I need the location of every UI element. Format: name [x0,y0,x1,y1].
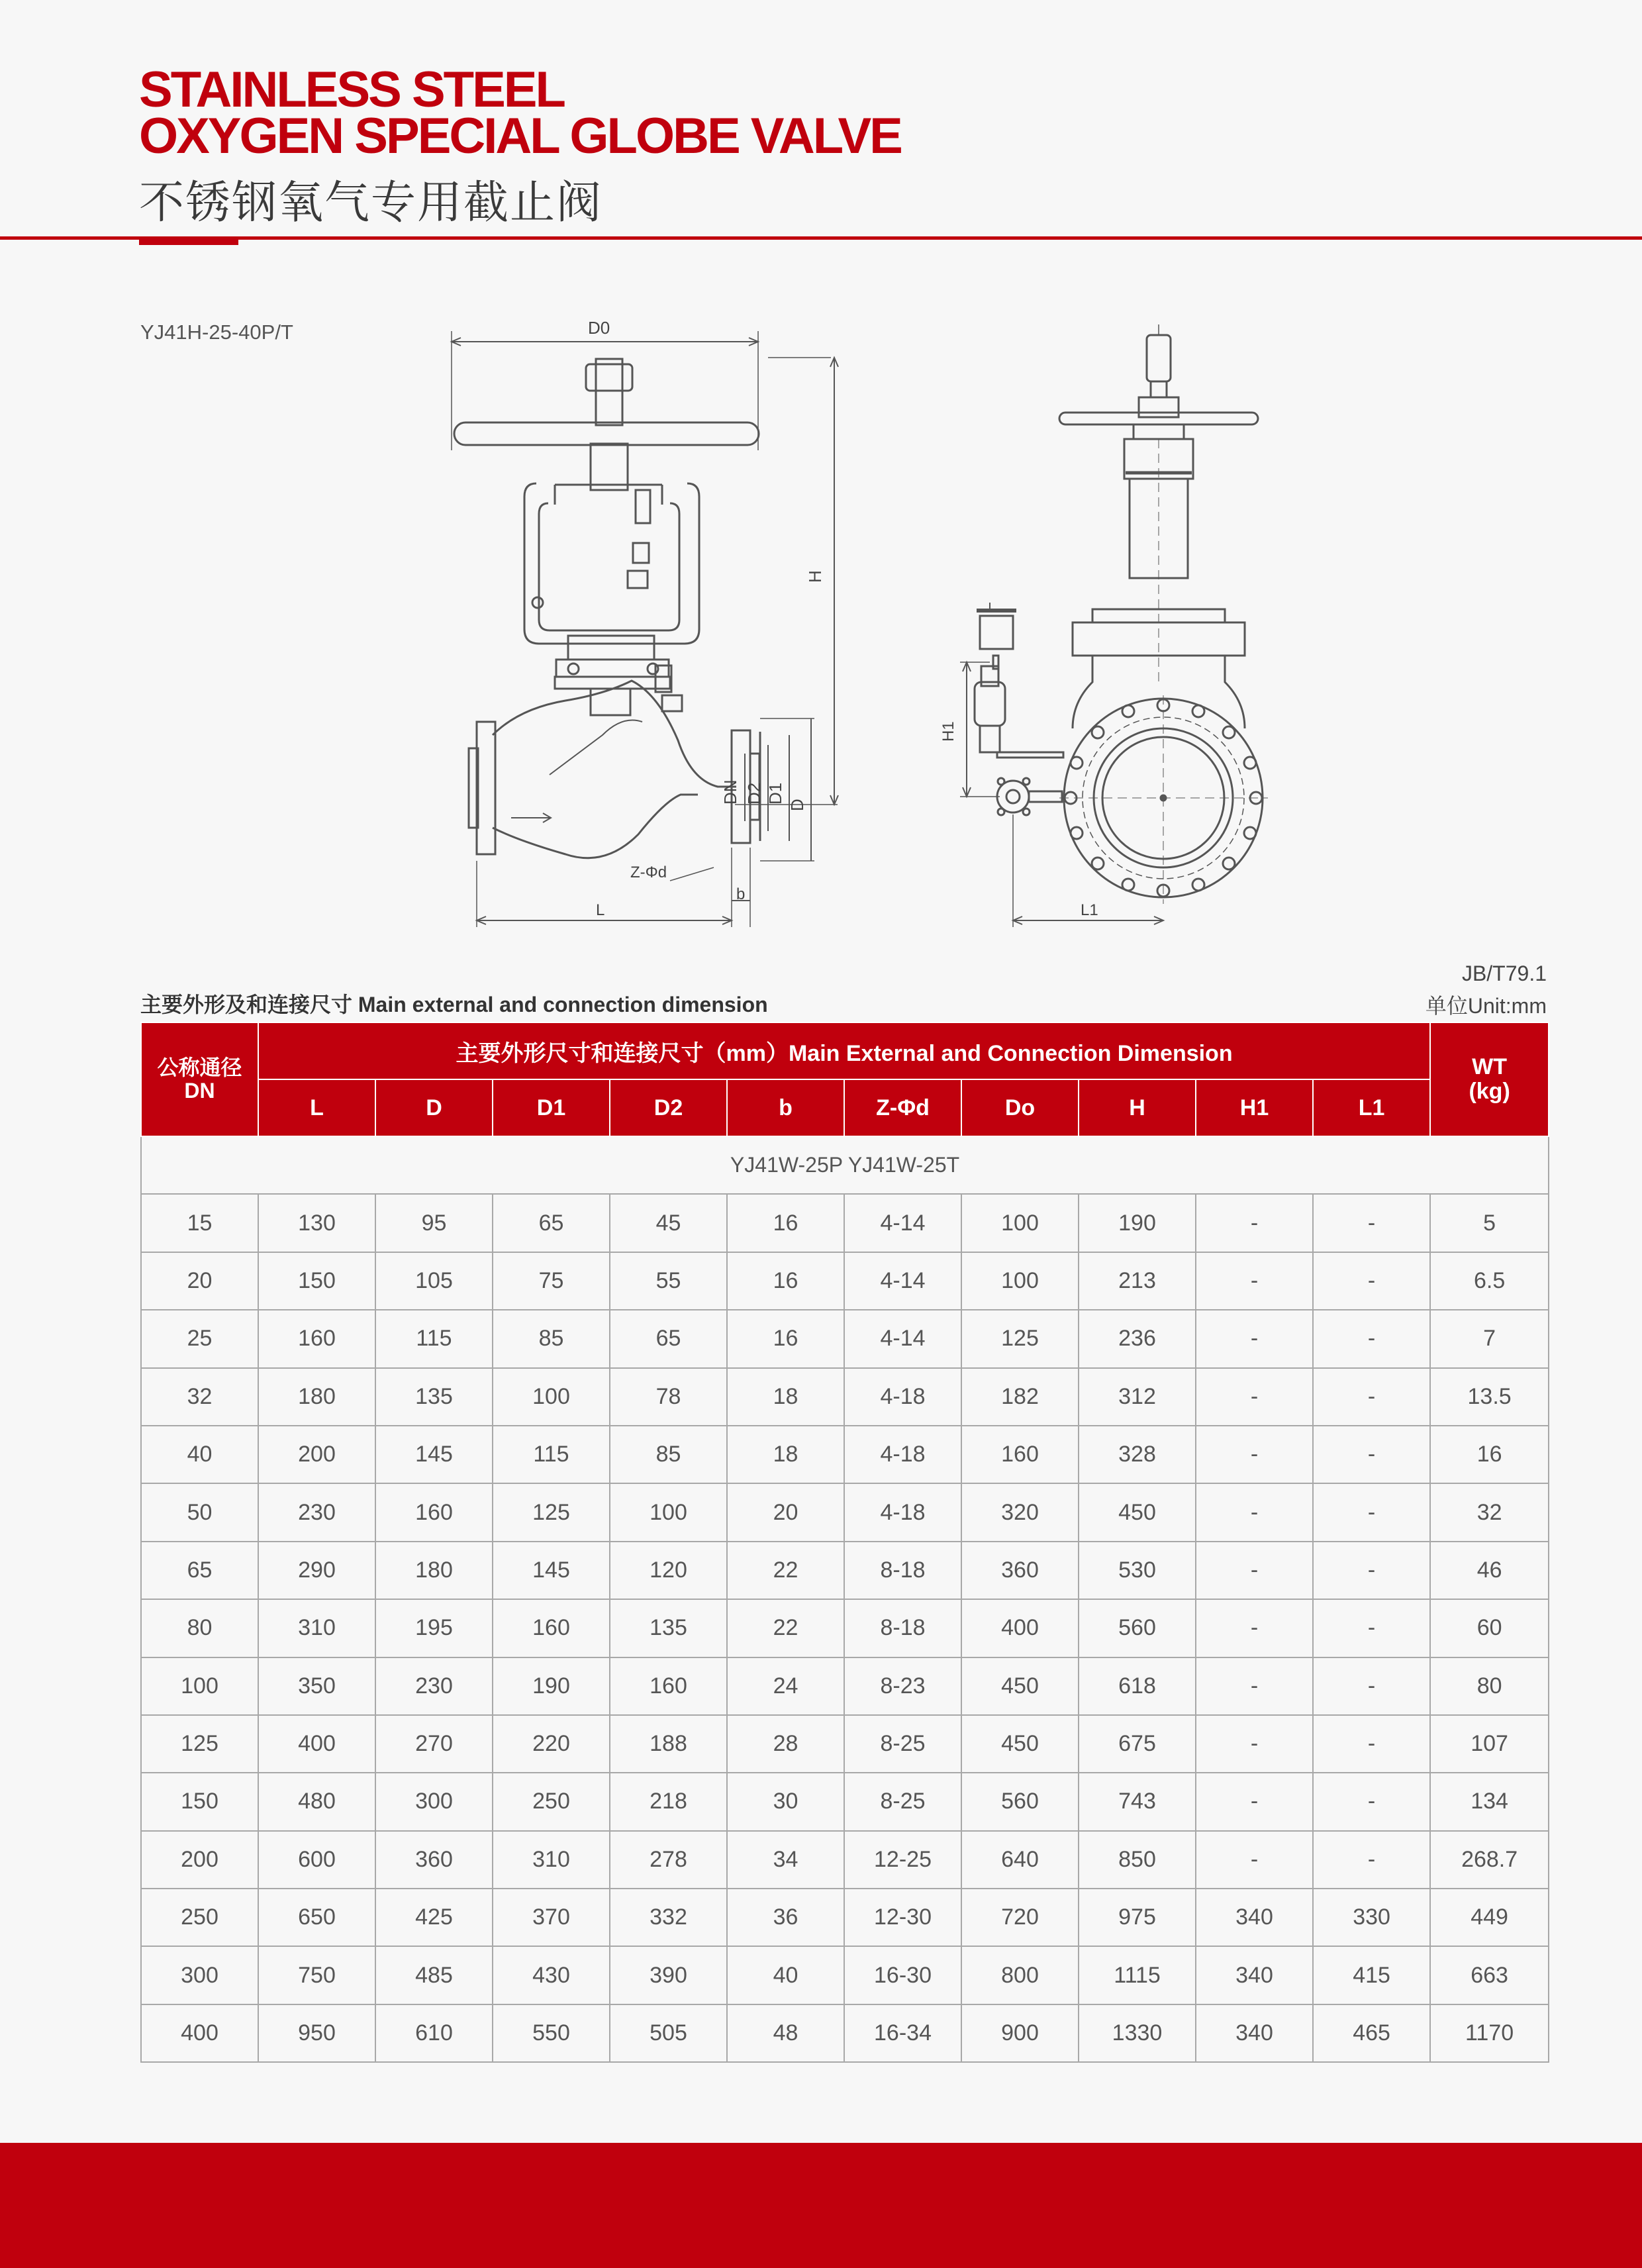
table-cell: 213 [1079,1252,1196,1310]
table-cell: 560 [961,1773,1079,1830]
table-cell: 8-18 [844,1542,961,1599]
table-cell: 278 [610,1831,727,1889]
table-cell: 100 [610,1483,727,1541]
table-cell: 230 [375,1657,493,1715]
table-cell: - [1196,1542,1313,1599]
table-cell: - [1313,1831,1430,1889]
table-cell: - [1196,1426,1313,1483]
table-cell: - [1313,1368,1430,1426]
table-cell: - [1313,1715,1430,1773]
table-cell: 4-18 [844,1368,961,1426]
label-d: D [787,799,807,811]
table-cell: 330 [1313,1889,1430,1946]
table-cell: 46 [1430,1542,1549,1599]
table-cell: 22 [727,1542,844,1599]
table-cell: 340 [1196,1889,1313,1946]
table-row [141,1715,1549,1773]
table-cell: 200 [258,1426,375,1483]
header-col-h: H [1079,1079,1196,1136]
table-cell: 300 [375,1773,493,1830]
table-cell: 16-34 [844,2004,961,2062]
table-cell: 400 [258,1715,375,1773]
table-cell: 8-18 [844,1599,961,1657]
table-cell: 135 [610,1599,727,1657]
header-col-do: Do [961,1079,1079,1136]
unit-label: 单位Unit:mm [1425,994,1547,1018]
table-cell: 340 [1196,2004,1313,2062]
table-cell: 36 [727,1889,844,1946]
table-cell: 450 [1079,1483,1196,1541]
table-cell: 8-23 [844,1657,961,1715]
title-line-2: OXYGEN SPECIAL GLOBE VALVE [139,108,901,164]
dimension-table [140,1022,1549,2063]
table-row [141,1368,1549,1426]
table-cell: 195 [375,1599,493,1657]
table-cell: 12-25 [844,1831,961,1889]
table-row [141,1542,1549,1599]
table-cell: 450 [961,1715,1079,1773]
table-cell: 30 [727,1773,844,1830]
table-cell: 850 [1079,1831,1196,1889]
table-cell: 415 [1313,1946,1430,2004]
table-cell: 450 [961,1657,1079,1715]
table-caption: 主要外形及和连接尺寸 Main external and connection dimension [140,993,768,1016]
table-cell: 190 [493,1657,610,1715]
table-cell: 1330 [1079,2004,1196,2062]
table-cell: 125 [961,1310,1079,1367]
front-view [452,318,838,927]
table-cell: 220 [493,1715,610,1773]
table-cell: 100 [141,1657,258,1715]
table-cell: 332 [610,1889,727,1946]
table-cell: - [1196,1657,1313,1715]
table-row [141,1483,1549,1541]
header-dn-label: 公称通径 DN [157,1055,242,1103]
table-row [141,1426,1549,1483]
table-cell: 270 [375,1715,493,1773]
table-cell: 20 [141,1252,258,1310]
table-cell: 400 [961,1599,1079,1657]
table-cell: 40 [727,1946,844,2004]
table-cell: 100 [961,1194,1079,1252]
table-cell: 182 [961,1368,1079,1426]
header-col-d2: D2 [610,1079,727,1136]
table-cell: 12-30 [844,1889,961,1946]
table-cell: 720 [961,1889,1079,1946]
model-number: YJ41H-25-40P/T [140,320,293,344]
table-cell: 425 [375,1889,493,1946]
header-col-d: D [375,1079,493,1136]
table-cell: 675 [1079,1715,1196,1773]
table-row [141,1773,1549,1830]
table-cell: 145 [375,1426,493,1483]
table-cell: - [1313,1657,1430,1715]
table-cell: 160 [375,1483,493,1541]
table-cell: 310 [493,1831,610,1889]
table-cell: 135 [375,1368,493,1426]
table-cell: 34 [727,1831,844,1889]
table-cell: 32 [141,1368,258,1426]
table-cell: 160 [493,1599,610,1657]
header-col-l: L [258,1079,375,1136]
table-cell: 32 [1430,1483,1549,1541]
table-cell: 800 [961,1946,1079,2004]
table-cell: - [1196,1715,1313,1773]
table-cell: 180 [375,1542,493,1599]
table-cell: 200 [141,1831,258,1889]
table-cell: 24 [727,1657,844,1715]
table-cell: 640 [961,1831,1079,1889]
table-cell: 125 [141,1715,258,1773]
table-cell: 75 [493,1252,610,1310]
label-do: D0 [588,318,610,338]
table-cell: - [1196,1194,1313,1252]
table-cell: 160 [258,1310,375,1367]
table-cell: 4-18 [844,1426,961,1483]
table-cell: 340 [1196,1946,1313,2004]
table-cell: 160 [610,1657,727,1715]
table-cell: 145 [493,1542,610,1599]
table-cell: 18 [727,1426,844,1483]
header-dn [141,1022,258,1136]
table-cell: 25 [141,1310,258,1367]
table-cell: 465 [1313,2004,1430,2062]
table-cell: 370 [493,1889,610,1946]
table-cell: 40 [141,1426,258,1483]
table-cell: 430 [493,1946,610,2004]
label-h: H [805,570,825,583]
table-cell: 115 [375,1310,493,1367]
table-cell: 125 [493,1483,610,1541]
table-row [141,1946,1549,2004]
table-cell: 18 [727,1368,844,1426]
side-view [940,324,1268,927]
table-cell: 480 [258,1773,375,1830]
table-cell: 160 [961,1426,1079,1483]
table-cell: 48 [727,2004,844,2062]
table-cell: 85 [493,1310,610,1367]
title-line-1: STAINLESS STEEL [139,62,564,118]
table-cell: 130 [258,1194,375,1252]
table-cell: 600 [258,1831,375,1889]
table-cell: - [1313,1483,1430,1541]
table-subheader: YJ41W-25P YJ41W-25T [141,1136,1549,1194]
label-l1: L1 [1081,901,1098,919]
table-cell: 4-14 [844,1252,961,1310]
header-col-d1: D1 [493,1079,610,1136]
table-cell: 95 [375,1194,493,1252]
table-subheader-row [141,1136,1549,1194]
table-cell: - [1313,1426,1430,1483]
table-cell: - [1196,1368,1313,1426]
table-cell: 5 [1430,1194,1549,1252]
table-cell: - [1196,1483,1313,1541]
table-cell: 105 [375,1252,493,1310]
label-l: L [596,901,605,919]
valve-drawing [437,311,1284,934]
table-cell: 190 [1079,1194,1196,1252]
table-cell: 16-30 [844,1946,961,2004]
table-cell: 360 [375,1831,493,1889]
label-dn: DN [720,779,740,805]
table-cell: 320 [961,1483,1079,1541]
table-cell: 950 [258,2004,375,2062]
header-rule [0,236,1642,240]
table-cell: 560 [1079,1599,1196,1657]
table-cell: 16 [727,1252,844,1310]
table-cell: 250 [141,1889,258,1946]
table-cell: 310 [258,1599,375,1657]
table-cell: - [1313,1542,1430,1599]
table-cell: - [1196,1599,1313,1657]
table-cell: 180 [258,1368,375,1426]
table-cell: 268.7 [1430,1831,1549,1889]
table-row [141,2004,1549,2062]
table-row [141,1599,1549,1657]
table-cell: 4-14 [844,1194,961,1252]
header-wt [1430,1022,1549,1136]
table-cell: 120 [610,1542,727,1599]
table-cell: - [1313,1194,1430,1252]
footer-band [0,2143,1642,2268]
table-cell: - [1196,1773,1313,1830]
table-cell: 650 [258,1889,375,1946]
table-cell: 400 [141,2004,258,2062]
table-cell: 85 [610,1426,727,1483]
table-row [141,1657,1549,1715]
header-wt-label: WT (kg) [1469,1054,1510,1104]
table-cell: 550 [493,2004,610,2062]
table-cell: - [1196,1310,1313,1367]
table-cell: 250 [493,1773,610,1830]
header-col-l1: L1 [1313,1079,1430,1136]
table-cell: 80 [141,1599,258,1657]
table-cell: - [1196,1252,1313,1310]
table-cell: 290 [258,1542,375,1599]
table-cell: 230 [258,1483,375,1541]
table-cell: 390 [610,1946,727,2004]
table-cell: 22 [727,1599,844,1657]
table-cell: 900 [961,2004,1079,2062]
table-row [141,1310,1549,1367]
header-col-z-phi-d: Z-Φd [844,1079,961,1136]
label-d1: D1 [765,782,785,805]
label-b: b [736,885,746,903]
table-cell: 530 [1079,1542,1196,1599]
table-cell: - [1313,1773,1430,1830]
table-cell: 743 [1079,1773,1196,1830]
header-col-b: b [727,1079,844,1136]
table-cell: - [1313,1252,1430,1310]
table-cell: 78 [610,1368,727,1426]
table-cell: 8-25 [844,1715,961,1773]
table-cell: 50 [141,1483,258,1541]
label-h1: H1 [940,721,957,742]
table-cell: 505 [610,2004,727,2062]
table-cell: 663 [1430,1946,1549,2004]
table-cell: 328 [1079,1426,1196,1483]
table-cell: 16 [727,1194,844,1252]
table-cell: 150 [258,1252,375,1310]
table-row [141,1252,1549,1310]
header-col-h1: H1 [1196,1079,1313,1136]
header-group: 主要外形尺寸和连接尺寸（mm）Main External and Connection Dimension [258,1022,1430,1079]
table-cell: 134 [1430,1773,1549,1830]
table-row [141,1889,1549,1946]
table-cell: - [1196,1831,1313,1889]
table-cell: 28 [727,1715,844,1773]
table-cell: 45 [610,1194,727,1252]
label-z-phi-d: Z-Φd [630,863,667,881]
table-cell: 312 [1079,1368,1196,1426]
table-cell: 610 [375,2004,493,2062]
title-chinese: 不锈钢氧气专用截止阀 [139,177,603,229]
table-cell: 150 [141,1773,258,1830]
table-cell: 100 [961,1252,1079,1310]
table-cell: 360 [961,1542,1079,1599]
header-accent-bar [139,240,238,245]
table-cell: - [1313,1599,1430,1657]
table-cell: 55 [610,1252,727,1310]
table-cell: 6.5 [1430,1252,1549,1310]
table-cell: 80 [1430,1657,1549,1715]
table-cell: 65 [493,1194,610,1252]
table-cell: 975 [1079,1889,1196,1946]
table-cell: 485 [375,1946,493,2004]
table-cell: 4-18 [844,1483,961,1541]
table-body [141,1136,1549,2062]
table-cell: 65 [610,1310,727,1367]
table-cell: 65 [141,1542,258,1599]
table-cell: 449 [1430,1889,1549,1946]
table-cell: 750 [258,1946,375,2004]
table-row [141,1831,1549,1889]
table-cell: 7 [1430,1310,1549,1367]
table-cell: 107 [1430,1715,1549,1773]
table-row [141,1194,1549,1252]
table-cell: - [1313,1310,1430,1367]
table-cell: 60 [1430,1599,1549,1657]
table-cell: 188 [610,1715,727,1773]
table-cell: 300 [141,1946,258,2004]
table-cell: 16 [727,1310,844,1367]
table-cell: 20 [727,1483,844,1541]
label-d2: D2 [744,782,764,805]
table-cell: 100 [493,1368,610,1426]
table-cell: 618 [1079,1657,1196,1715]
table-cell: 236 [1079,1310,1196,1367]
standard-code: JB/T79.1 [1461,961,1547,985]
table-cell: 16 [1430,1426,1549,1483]
table-cell: 115 [493,1426,610,1483]
table-cell: 1170 [1430,2004,1549,2062]
table-cell: 13.5 [1430,1368,1549,1426]
table-cell: 15 [141,1194,258,1252]
table-cell: 1115 [1079,1946,1196,2004]
table-cell: 350 [258,1657,375,1715]
table-cell: 8-25 [844,1773,961,1830]
table-cell: 218 [610,1773,727,1830]
table-cell: 4-14 [844,1310,961,1367]
